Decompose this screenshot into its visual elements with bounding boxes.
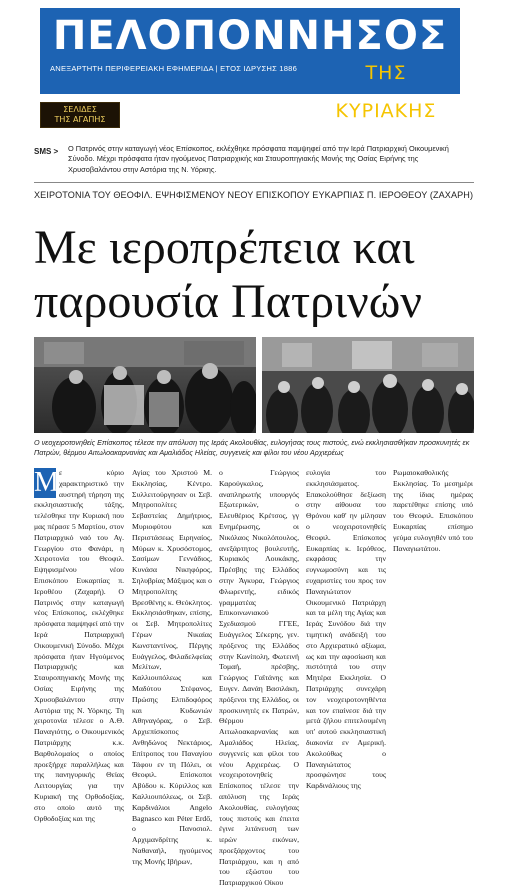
article-column-3 [219,468,299,889]
column-5-text: Ρωμαιοκαθολικής Εκκλησίας. Το μεσημέρι της ίδιας ημέρας παρετέθηκε επίσης υπό του Θεοφιλ. Επισκόπου Ευκαρπίας επίσημο γεύμα ευλογηθέν υπό του Παναγιωτάτου. [393,468,473,553]
article-column-4 [306,468,386,792]
column-4-text: ευλογία του εκκλησιάσματος. Επακολούθησε δεξίωση στην αίθουσα του Θρόνου καθ' ην μίλησαν ο νεοχειροτονηθείς Θεοφιλ. Επίσκοπος Ευκαρπίας κ. Ιερόθεος, εκφράσας την ευγνωμοσύνη και τις ευχαριστίες του προς τον Παναγιώτατον Οικουμενικό Πατριάρχη και τα μέλη της Αγίας και Ιεράς Συνόδου διά την τιμητική ανάδειξή του στο Αρχιερατικό αξίωμα, ως και την αφοσίωση και πιστότητά του στην Μητέρα Εκκλησία. Ο Πατριάρχης συνεχάρη τον νεοχειροτονηθέντα και τον επαίνεσε διά την μετά ζήλου επιτελουμένη υπ' αυτού εκκλησιαστική διακονία εν Αμερική. Ακολούθως ο Παναγιώτατος προσφώνησε τους Καρδινάλιους της [306,468,386,791]
section-label-line2: ΤΗΣ ΑΓΑΠΗΣ [54,115,106,124]
sunday-edition-label: ΤΗΣ ΚΥΡΙΑΚΗΣ [335,62,437,122]
headline-line1: Με ιεροπρέπεια και [34,221,415,274]
newspaper-subtitle: ΑΝΕΞΑΡΤΗΤΗ ΠΕΡΙΦΕΡΕΙΑΚΗ ΕΦΗΜΕΡΙΔΑ | ΕΤΟΣ ΙΔΡΥΣΗΣ 1886 [50,64,297,73]
column-1-text: ε κύριο χαρακτηριστικό την αυστηρή τήρηση της εκκλησιαστικής τάξης, τελέσθηκε την Κυριακή που μας πέρασε 5 Μαρτίου, στον Πατριαρχικό ναό του Αγ. Γεωργίου στο Φανάρι, η Χειροτονία του Θεοφιλ. Εψηφισμένου νέου Επισκόπου Ευκαρπίας π. Ιεροθέου (Ζαχαρή). Ο Πατρινός στην καταγωγή νέος Επίσκοπος, εκλέχθηκε πρόσφατα παμψηφεί από την Ιερά Πατριαρχική Οικουμενική Σύνοδο. Μέχρι πρόσφατα ήταν Ηγούμενος Πατριαρχικής και Σταυροπηγιακής Μονής της Οσίας Ειρήνης της Χρυσοβαλάντου στην Αστόρια της Ν. Υόρκης. Τη χειροτονία τέλεσε ο Α.Θ. Παναγιότης, ο Οικουμενικός Πατριάρχης κ.κ. Βαρθολομαίος ο οποίος προεξήρχε παραλλήλως και της πανηγυρικής Θείας Λειτουργίας για την Κυριακή της Ορθοδοξίας, στο οποίο αυτό της Ορθοδοξίας και της [34,468,124,823]
column-2-text: Αγίας του Χριστού Μ. Εκκλησίας, Κέντρο. Συλλειτούργησαν οι Σεβ. Μητροπολίτες Σεβαστείας Δημήτριος, Μυριοφύτου και Περιστάσεως Ειρηναίος, Μύρων κ. Χρυσόστομος, Σασίμων Γεννάδιος, Κυνάσα Νικηφόρος, Σηλυβρίας Μάξιμος και ο Μητροπολίτης Βρεσθένης κ. Θεόκλητος. Εκκλησιάσθηκαν, επίσης, οι Σεβ. Μητροπολίτες Γέρων Νικαίας Κωνσταντίνος, Πέργης Ευάγγελος, Φιλαδελφείας Μελίτων, Καλλιουπόλεως και Μαδύτου Στέφανος, Πρώσης Ελπιδοφόρος και Κυδωνιών Αθηναγόρας, ο Σεβ. Αρχιεπίσκοπος Ανθηδώνος Νεκτάριος, Επίτροπος του Παναγίου Τάφου εν τη Πόλει, οι Θεοφιλ. Επίσκοποι Αβύδου κ. Κύριλλος και Καλλιουπόλεως, οι Σεβ. Καρδινάλιοι Angelo Bagnasco και Péter Erdő, ο Πανοσιολ. Αρχιμανδρίτης κ. Ναθαναήλ, ηγούμενος της Μονής Ιβήρων, [132,468,212,866]
article-kicker: ΧΕΙΡΟΤΟΝΙΑ ΤΟΥ ΘΕΟΦΙΛ. ΕΨΗΦΙΣΜΕΝΟΥ ΝΕΟΥ ΕΠΙΣΚΟΠΟΥ ΕΥΚΑΡΠΙΑΣ Π. ΙΕΡΟΘΕΟΥ (ΖΑΧΑΡΗ) [34,190,474,200]
sms-label: SMS > [34,147,59,156]
article-column-2 [132,468,212,867]
column-3-text: ο Γεώργιος Καρούγκαλος, αναπληρωτής υπουργός Εξωτερικών, ο Ελευθέριος Κρέτσος, γγ Ενημέρωσης, οι Νικόλαος Νικολόπουλος, ανεξάρτητος βουλευτής, Κυριακός Λουκάκης, Πρέσβης της Ελλάδος στην Άγκυρα, Γεώργιος Φλωρεντής, ειδικός γραμματέας Επικοινωνιακού Σχεδιασμού ΓΓΕΕ, Ευάγγελος Σέκερης, γεν. πρόξενος της Ελλάδος στην Κωνίπολη, Φωτεινή Τομαή, πρέσβης, Γεώργιος Γαϊτάνης και Ευγεν. Δανάη Βασιλάκη, πρόξενοι της Ελλάδος, οι προσκυνητές εκ Πατρών, Θέρμου Αιτωλοακαρνανίας και Αμαλιάδος Ηλείας, συγγενείς και φίλοι του νέου Αρχιερέως. Ο νεοχειροτονηθείς Επίσκοπος τέλεσε την απόλυση της Ιεράς Ακολουθίας, ευλογήσας τους πιστούς και έπειτα έγινε λιτάνευση των ιερών εικόνων, προεξάρχοντος του Πατριάρχου, και η από του εξώστου του Πατριαρχικού Οίκου [219,468,299,888]
newspaper-title: ΠΕΛΟΠΟΝΝΗΣΟΣ [52,13,448,59]
photo-caption: Ο νεοχειροτονηθείς Επίσκοπος τέλεσε την απόλυση της Ιεράς Ακολουθίας, ευλογήσας τους πιστούς, ενώ εκκλησιασθήκαν προσκυνητές εκ Πατρών, θέρμου Αιτωλοακαρνανίας και Αμαλιάδος Ηλείας, συγγενείς και φίλοι του νέου Αρχιερέως [34,438,470,457]
article-column-5 [393,468,473,554]
photo-congregation [262,337,474,433]
section-label-line1: ΣΕΛΙΔΕΣ [63,105,97,114]
section-label [40,102,120,128]
article-column-1 [34,468,124,824]
photo-ceremony-bishops [34,337,256,433]
drop-cap: Μ [34,467,59,498]
sms-text: Ο Πατρινός στην καταγωγή νέος Επίσκοπος, εκλέχθηκε πρόσφατα παμψηφεί από την Ιερά Πατριαρχική Οικουμενική Σύνοδο. Μέχρι πρόσφατα ήταν ηγούμενος Πατριαρχικής και Σταυροπηγιακής Μονής της Οσίας Ειρήνης της Χρυσοβαλάντου στην Αστόρια της Ν. Υόρκης. [68,144,449,174]
divider [34,182,474,183]
headline-line2: παρουσία Πατρινών [34,275,423,328]
